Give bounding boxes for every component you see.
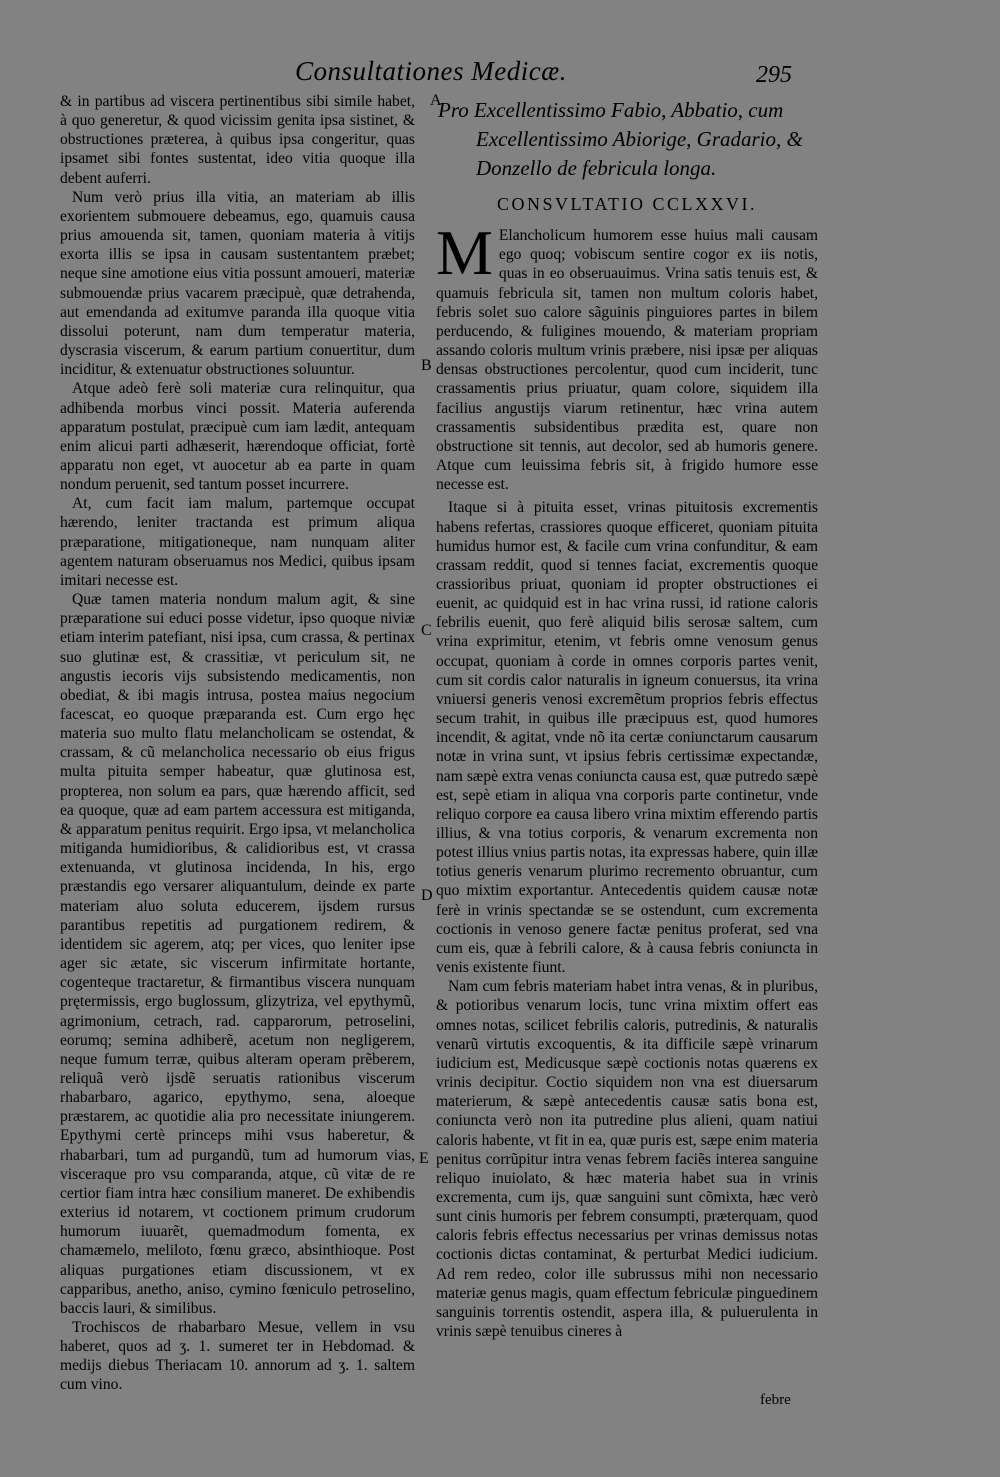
page-number: 295 [756,62,792,88]
consultation-heading [438,96,818,183]
margin-marker-a: A [430,92,442,109]
right-column [436,92,818,1341]
catchword: febre [760,1392,791,1408]
left-paragraph: & in partibus ad viscera pertinentibus sibi simile habet, à quo generetur, & quod vicissim genita ipsa sistinet, & obstructiones præterea, à quibus ipsa congeritur, quas ipsamet sibi fontes sustentat, ideo vitia quoque illa debent auferri. [60,93,415,187]
consultatio-title: CONSVLTATIO CCLXXVI. [497,194,757,214]
heading-line: Pro Excellentissimo Fabio, Abbatio, cum [438,98,784,122]
right-paragraph: Itaque si à pituita esset, vrinas pituitosis excrementis habens refertas, crassiores quoque efficeret, quoniam pituita humidus humor est, & facile cum vrina confunditur, & eam crassam reddit, quod si tennes faciat, excrementis quoque crassioribus priuat, quoniam id propter obstructiones ei euenit, ac quidquid est in hac vrina russi, id ratione caloris febrilis euenit, quo ferè aliquid bilis serosæ saltem, cum vrina exprimitur, etenim, vt febris omne venosum genus occupat, quoniam à corde in omnes corporis partes venit, cum sit cordis calor naturalis in igneum conuersus, ita vrina vniuersi generis venosi excremẽtum proprios febris effectus secum trahit, in quibus ille præcipuus est, quod humores incendit, & agitat, vnde nõ ita certæ coniunctarum causarum notæ in vrina sunt, vt ipsius febris certissimæ expectandæ, nam sæpè extra venas coniuncta causa est, quæ putredo sæpè est, sepè etiam in aliqua vna corporis parte continetur, vnde reliquo corpore ea causa libero vrina mixtim efferendo partis illius, & vna totius corporis, & venarum excrementa non potest illius vnius partis notas, ita expressas habere, quin illæ totius generis venarum plurimo recremento obruantur, cum quo mixtim exportantur. Antecedentis quidem causæ notæ ferè in vrinis spectandæ se se ostendunt, cum excrementa coctionis in venoso genere factæ penitus proferat, sed vna cum eis, quæ à febrili calore, & à causa febris coniuncta in venis existente fiunt. [436,499,818,977]
left-paragraph: Num verò prius illa vitia, an materiam ab illis exorientem submouere debeamus, ego, quamuis causa prius amouenda sit, tamen, quoniam materia à vitijs exorta illis se ipsa in causam sustentantem præbet; neque sine amotione eius vitia possunt amoueri, materiæ submouendæ prius vacarem præcipuè, quæ detrahenda, aut emendanda ad exitumve paranda illa quoque vitia dissolui poterunt, nam dum temperatur materia, dyscrasia viscerum, & earum partium conuertitur, dum inciditur, & extenuatur obstructiones soluuntur. [60,188,415,379]
left-paragraph: Atque adeò ferè soli materiæ cura relinquitur, qua adhibenda morbus vinci possit. Materia auferenda apparatum postulat, præcipuè cum iam lædit, antequam enim alicui parti adhæserit, hærendoque officiat, fortè apparatu non eget, vt auocetur ab ea parte in quam nondum peruenit, sed tantum posset incurrere. [60,380,415,494]
heading-line: Donzello de febricula longa. [476,156,717,180]
left-column [60,92,415,1395]
left-paragraph: At, cum facit iam malum, partemque occupat hærendo, leniter tractanda est primum aliqua præparatione, mitigationeque, nam nunquam aliter agentem naturam obseruamus nos Medici, quibus ipsam imitari necesse est. [60,495,415,589]
margin-marker-e: E [419,1150,429,1167]
margin-marker-b: B [421,357,432,374]
right-paragraph: Nam cum febris materiam habet intra venas, & in pluribus, & potioribus venarum locis, tunc vrina mixtim offert eas omnes notas, scilicet febrilis caloris, putredinis, & naturalis venarũ virtutis excoquentis, & ita difficile sæpè vrinarum iudicium est, Medicusque sæpè coctionis notas quærens ex vrinis decipitur. Coctio siquidem non vna est diuersarum materierum, & sæpè antecedentis causæ satis bona est, coniuncta verò non ita putredine plus alieni, quam natiui caloris habente, vt fit in ea, quæ puris est, sæpe enim materia penitus corrũpitur intra venas febrem faciẽs interea sanguine reliquo inuiolato, & hæc materia habet sua in vrinis excrementa, cum ijs, quæ sanguini sunt cõmixta, hæc verò sunt cinis humoris per febrem consumpti, præterquam, quod caloris febris effectus necessarius per vrinas demissus notas coctionis dictas contaminat, & perturbat Medici iudicium. Ad rem redeo, color ille subrussus mihi non necessario materiæ genus magis, quam effectum febriculæ pinguedinem sanguinis torrentis ostendit, aspera illa, & puluerulenta in vrinis sæpè tenuibus cineres à [436,978,818,1341]
running-title: Consultationes Medicæ. [295,56,567,86]
margin-marker-c: C [421,622,432,639]
left-paragraph: Quæ tamen materia nondum malum agit, & sine præparatione sui educi posse videtur, ipso quoque niviæ etiam interim patefiant, nisi ipsa, cum crassa, & pertinax suo glutinæ est, & crassitiæ, vt periculum sit, ne angustis iecoris vijs subsistendo medicamentis, non obediat, & ibi magis intrusa, postea maius negocium facescat, eo quoque præparanda est. Cum ergo hęc materia suo multo flatu melancholicam se ostendat, & crassam, & cũ melancholica necessario ob eius frigus multa pituita semper habeatur, quæ glutinosa est, propterea, non solum ea pars, quæ hærendo afficit, sed ea quoque, quæ ad eam partem accessura est mitiganda, & apparatum penitus requirit. Ergo ipsa, vt melancholica mitiganda humidioribus, & calidioribus est, vt crassa extenuanda, vt glutinosa incidenda, In his, ergo præstandis ego versarer aliquantulum, deinde ex parte materiam aluo soluta educerem, ijsdem rursus parantibus repetitis ad purgationem redirem, & identidem sic agerem, atq; per vices, quo leniter ipse ager sic ætate, sic viscerum infirmitate hortante, cogenteque tractaretur, & firmantibus viscera nunquam prętermissis, ergo buglossum, glizytriza, vel epythymũ, agrimonium, cetrach, rad. capparorum, petroselini, eorumq; semina adhiberẽ, acetum non negligerem, neque fumum terræ, quibus alteram operam prẽberem, reliquã verò ijsdẽ seruatis rationibus viscerum rhabarbaro, agarico, epythymo, sena, aloeque præstarem, ac quotidie alia pro necessitate iniungerem. Epythymi certè princeps mihi vsus haberetur, & rhabarbari, tum ad purgandũ, tum ad humorum vias, visceraque pro vsu comparanda, atque, cũ vitæ de re certior fiam intra hæc consilium maneret. De exhibendis exterius id notarem, vt coctionem primum crudorum humorum iuuarẽt, quemadmodum fomenta, ex chamæmelo, meliloto, fœnu græco, absinthioque. Post aliquas purgationes etiam discussionem, vt ex capparibus, anetho, aniso, cymino fœniculo petroselino, baccis lauri, & similibus. [60,591,415,1317]
drop-capital: M [436,217,493,289]
left-paragraph: Trochiscos de rhabarbaro Mesue, vellem in vsu haberet, quos ad ʒ. 1. sumeret ter in Hebdomad. & medijs diebus Theriacam 10. annorum ad ʒ. 1. saltem cum vino. [60,1319,415,1394]
right-first-paragraph [436,217,818,494]
first-paragraph-text: Elancholicum humorem esse huius mali causam ego quoq; vobiscum sentire cogor ex iis notis, quas in eo obseruauimus. Vrina satis tenuis est, & quamuis febricula sit, tamen non multum coloris habet, febris solet suo calore sãguinis pinguiores partes in bilem perducendo, & fuligines mouendo, & materiam propriam assando coloris multum vrinis præbere, nisi ipsæ per aliquas densas obstructiones percolentur, quod cum inciderit, tunc crassamentis prius priuatur, quam colore, siquidem illa facilius angustijs viarum retinentur, hæc vrina autem crassamentis subsidentibus prædita est, quare non obstructione sit tennis, aut decolor, sed ab humoris genere. Atque cum leuissima febris sit, à frigido humore esse necesse est. [436,227,818,494]
margin-marker-d: D [421,887,433,904]
heading-line: Excellentissimo Abiorige, Gradario, & [476,127,803,151]
